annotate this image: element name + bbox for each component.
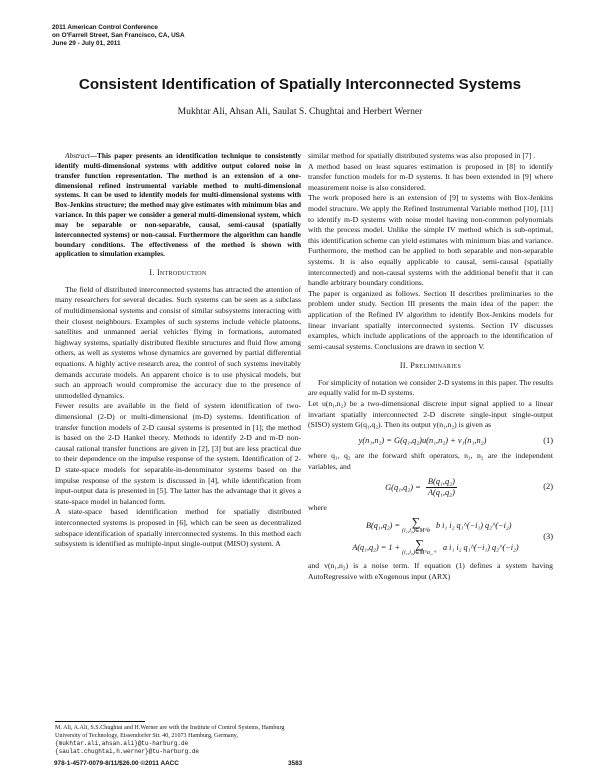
equation-2-numerator: B(q₁,q₂) [426, 477, 457, 489]
equation-3a-set: (i₁,i₂)∈M^b [402, 528, 430, 535]
equation-3a-lhs: B(q₁,q₂) = [366, 521, 400, 531]
abstract-lead: Abstract [65, 151, 90, 160]
footnote-rule [55, 721, 145, 722]
left-column [55, 151, 301, 550]
equation-3-number: (3) [543, 532, 553, 542]
footnote-email-1[interactable]: {mukhtar.ali,ahsan.ali}@tu-harburg.de [55, 740, 189, 747]
footnote-email-2[interactable]: {saulat.chughtai,h.werner}@tu-harburg.de [55, 748, 200, 755]
sum-operator-icon: ∑ (i₁,i₂)∈M^b [402, 515, 430, 535]
equation-1 [308, 436, 553, 447]
right-paragraph-3: The work proposed here is an extension of [9] to systems with Box-Jenkins model structure. We apply the Refined Instrumental Variable method [10], [11] to identify m-D systems with noise model having non-common polynomials with the process model. Unlike the simple IV method which is sub-optimal, this identification scheme can yield estimates with minimum bias and variance. Furthermore, the method can be applied to both separable and non-separable systems. It is also equally applicable to causal, semi-causal (spatially interconnected) and non-causal systems with the additional benefit that it can handle arbitrary boundary conditions. [308, 193, 553, 288]
footer-isbn: 978-1-4577-0079-8/11/$26.00 ©2011 AACC [54, 760, 179, 767]
right-column [308, 151, 553, 583]
where-label: where [308, 502, 327, 512]
prelim-paragraph-1: For simplicity of notation we consider 2-D systems in this paper. The results are equally valid for m-D systems. [308, 377, 553, 398]
prelim-paragraph-3: where q₁, q₂ are the forward shift operators, n₁, n₂ are the independent variables, and [308, 451, 553, 472]
equation-3b-set: (i₁,i₂)∈M^a_+ [402, 550, 438, 557]
equation-1-body: y(n₁,n₂) = G(q₁,q₂)u(n₁,n₂) + v₁(n₁,n₂) [358, 435, 487, 445]
equation-2-number: (2) [543, 482, 553, 492]
intro-paragraph-3: A state-space based identification method for spatially distributed interconnected systems is proposed in [6], which can be seen as decentralized subspace identification of spatially interconnected systems. In this method each subsystem is identified as multiple-input single-output (MISO) system. A [55, 507, 301, 549]
equation-3b-rhs: a i₁ i₂ q₁^(−i₁) q₂^(−i₂) [443, 543, 519, 553]
equation-2-denominator: A(q₁,q₂) [427, 488, 455, 498]
sum-operator-icon: ∑ (i₁,i₂)∈M^a_+ [402, 537, 438, 557]
section-2-heading: II. Preliminaries [399, 361, 462, 371]
equation-3a-rhs: b i₁ i₂ q₁^(−i₁) q₂^(−i₂) [435, 521, 512, 531]
intro-paragraph-1: The field of distributed interconnected systems has attracted the attention of many researchers for several decades. Such systems can be seen as a subclass of multidimensional systems and consist of similar subsystems interacting with their closest neighbours. Examples of such systems include vehicle platoons, satellites and unmanned aerial vehicles flying in formations, automated highway systems, spatially distributed flexible structures and fluid flow among others, as well as systems whose dynamics are governed by partial differential equations. A highly active research area, the control of such systems inevitably demands accurate models. An apparent choice is to use physical models, but such an approach would compromise the accuracy due to the presence of unmodelled dynamics. [55, 284, 301, 400]
section-1-heading: I. Introduction [149, 268, 207, 278]
conference-line-3: June 29 - July 01, 2011 [52, 40, 121, 47]
right-paragraph-2: A method based on least squares estimation is proposed in [8] to identify transfer function models for m-D systems. It has been extended in [9] where measurement noise is also considered. [308, 161, 553, 192]
equation-2-fraction [426, 477, 457, 499]
right-paragraph-1: similar method for spatially distributed systems was also proposed in [7] . [308, 151, 536, 160]
equation-3b [308, 539, 537, 557]
paper-title: Consistent Identification of Spatially Interconnected Systems [78, 76, 522, 93]
equation-3a [308, 517, 537, 535]
footnote-affiliation: M. Ali, A.Ali, S.S.Chughtai and H.Werner are with the Institute of Control Systems, Hamburg University of Technology, Eissendorfer Str. 40, 21073 Hamburg, Germany, [55, 725, 285, 739]
conference-line-2: on O'Farrell Street, San Francisco, CA, USA [52, 32, 185, 39]
abstract [55, 151, 301, 259]
abstract-dash: — [89, 151, 98, 160]
equation-2-lhs: G(q₁,q₂) = [385, 482, 421, 492]
conference-line-1: 2011 American Control Conference [52, 24, 158, 31]
prelim-paragraph-2: Let u(n₁,n₂) be a two-dimensional discrete input signal applied to a linear invariant spatially interconnected 2-D discrete single-input single-output (SISO) system G(q₁,q₂). Then its output y(n₁,n₂) is given as [308, 399, 553, 430]
footnote [55, 724, 301, 756]
conference-info [52, 24, 185, 48]
equation-1-number: (1) [543, 435, 553, 445]
paper-authors: Mukhtar Ali, Ahsan Ali, Saulat S. Chughtai and Herbert Werner [177, 106, 423, 117]
right-paragraph-4: The paper is organized as follows. Section II describes preliminaries to the problem under study. Section III presents the main idea of the paper: the application of the Refined IV algorithm to identify Box-Jenkins models for linear invariant spatially interconnected systems. Section IV discusses examples, which include applications of the approach to the identification of semi-causal systems. Conclusions are drawn in section V. [308, 288, 553, 351]
equation-3 [308, 513, 553, 561]
prelim-paragraph-4: and v(n₁,n₂) is a noise term. If equation (1) defines a system having AutoRegressive with eXogenous input (ARX) [308, 561, 553, 581]
page-number: 3583 [288, 760, 303, 767]
equation-2 [308, 477, 553, 499]
equation-3b-lhs: A(q₁,q₂) = 1 + [352, 543, 400, 553]
abstract-text: This paper presents an identification technique to consistently identify multi-dimensional systems with additive output colored noise in transfer function representation. The method is an extension of a one-dimensional refined instrumental variable method to multi-dimensional systems. It can be used to identify models for multi-dimensional systems with Box-Jenkins structure; the method may give estimates with minimum bias and variance. In this paper we consider a general multi-dimensional system, which may be separable or non-separable, causal, semi-causal (spatially interconnected systems) or non-causal. Furthermore the algorithm can handle boundary conditions. The effectiveness of the method is shown with application to simulation examples. [55, 151, 301, 259]
intro-paragraph-2: Fewer results are available in the field of system identification of two-dimensional (2-D) or multi-dimensional (m-D) systems. Identification of transfer function models of 2-D causal systems is presented in [1]; the method is based on the 2-D Hankel theory. Methods to identify 2-D and m-D non-causal rational transfer functions are given in [2], [3] but are less practical due to their dependence on the impulse response of the system. Identification of 2-D state-space models for separable-in-denominator systems based on the impulse response of the system is discussed in [4], while identification from input-output data is presented in [5]. The latter has the advantage that it gives a state-space model in balanced form. [55, 401, 301, 506]
